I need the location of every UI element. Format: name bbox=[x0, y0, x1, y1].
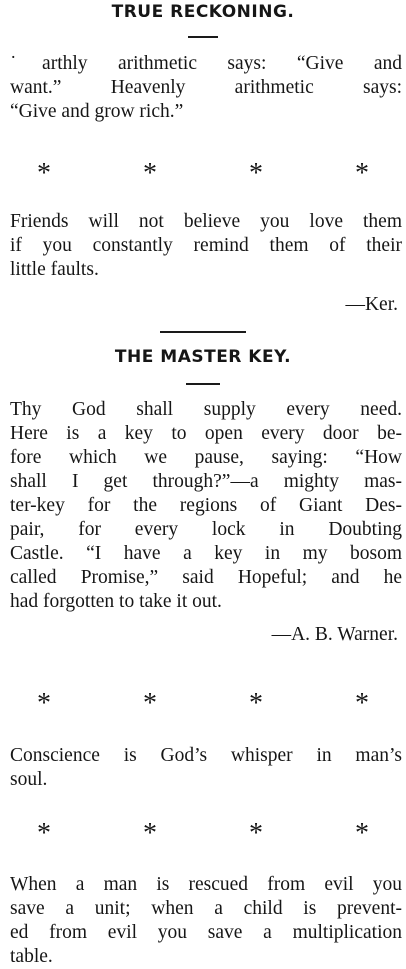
asterisk-icon: * bbox=[37, 158, 51, 189]
paragraph-line: “Give and grow rich.” bbox=[10, 101, 184, 122]
section-title-master-key: THE MASTER KEY. bbox=[114, 347, 292, 367]
asterisk-icon: * bbox=[249, 158, 263, 189]
attribution-warner: —A. B. Warner. bbox=[271, 624, 398, 645]
quote-line: save a unit; when a child is prevent- bbox=[10, 898, 402, 919]
asterisk-icon: * bbox=[143, 818, 157, 849]
quote-line: Friends will not believe you love them bbox=[10, 211, 402, 232]
asterisk-icon: * bbox=[37, 818, 51, 849]
quote-line: little faults. bbox=[10, 259, 99, 280]
asterisk-icon: * bbox=[355, 688, 369, 719]
paragraph-line: had forgotten to take it out. bbox=[10, 591, 222, 612]
master-key-paragraph bbox=[10, 398, 402, 614]
paragraph-line: ter-key for the regions of Giant Des- bbox=[10, 495, 402, 516]
asterisk-divider bbox=[30, 160, 376, 188]
asterisk-icon: * bbox=[143, 688, 157, 719]
quote-line: Conscience is God’s whisper in man’s bbox=[10, 745, 402, 766]
quote-line: soul. bbox=[10, 769, 48, 790]
section-separator-rule bbox=[160, 331, 246, 333]
asterisk-icon: * bbox=[355, 158, 369, 189]
paragraph-line: ˙arthly arithmetic says: “Give and bbox=[10, 53, 402, 74]
asterisk-icon: * bbox=[355, 818, 369, 849]
asterisk-divider bbox=[30, 820, 376, 848]
paragraph-line: shall I get through?”—a mighty mas- bbox=[10, 471, 402, 492]
conscience-quote bbox=[10, 744, 402, 792]
attribution-ker: —Ker. bbox=[345, 294, 398, 315]
paragraph-line: pair, for every lock in Doubting bbox=[10, 519, 402, 540]
asterisk-icon: * bbox=[249, 688, 263, 719]
title-underline-rule bbox=[186, 383, 220, 385]
paragraph-line: Castle. “I have a key in my bosom bbox=[10, 543, 402, 564]
quote-line: ed from evil you save a multiplication bbox=[10, 922, 402, 943]
paragraph-line: want.” Heavenly arithmetic says: bbox=[10, 77, 402, 98]
title-underline-rule bbox=[188, 36, 218, 38]
paragraph-line: Here is a key to open every door be- bbox=[10, 423, 402, 444]
section-title-true-reckoning: TRUE RECKONING. bbox=[111, 2, 295, 22]
asterisk-divider bbox=[30, 690, 376, 718]
rescue-quote bbox=[10, 873, 402, 969]
asterisk-icon: * bbox=[249, 818, 263, 849]
paragraph-line: fore which we pause, saying: “How bbox=[10, 447, 402, 468]
asterisk-icon: * bbox=[37, 688, 51, 719]
quote-line: table. bbox=[10, 946, 53, 967]
friends-quote bbox=[10, 210, 402, 282]
paragraph-line: called Promise,” said Hopeful; and he bbox=[10, 567, 402, 588]
asterisk-icon: * bbox=[143, 158, 157, 189]
paragraph-line: Thy God shall supply every need. bbox=[10, 399, 402, 420]
true-reckoning-paragraph bbox=[10, 52, 402, 124]
quote-line: When a man is rescued from evil you bbox=[10, 874, 402, 895]
quote-line: if you constantly remind them of their bbox=[10, 235, 402, 256]
